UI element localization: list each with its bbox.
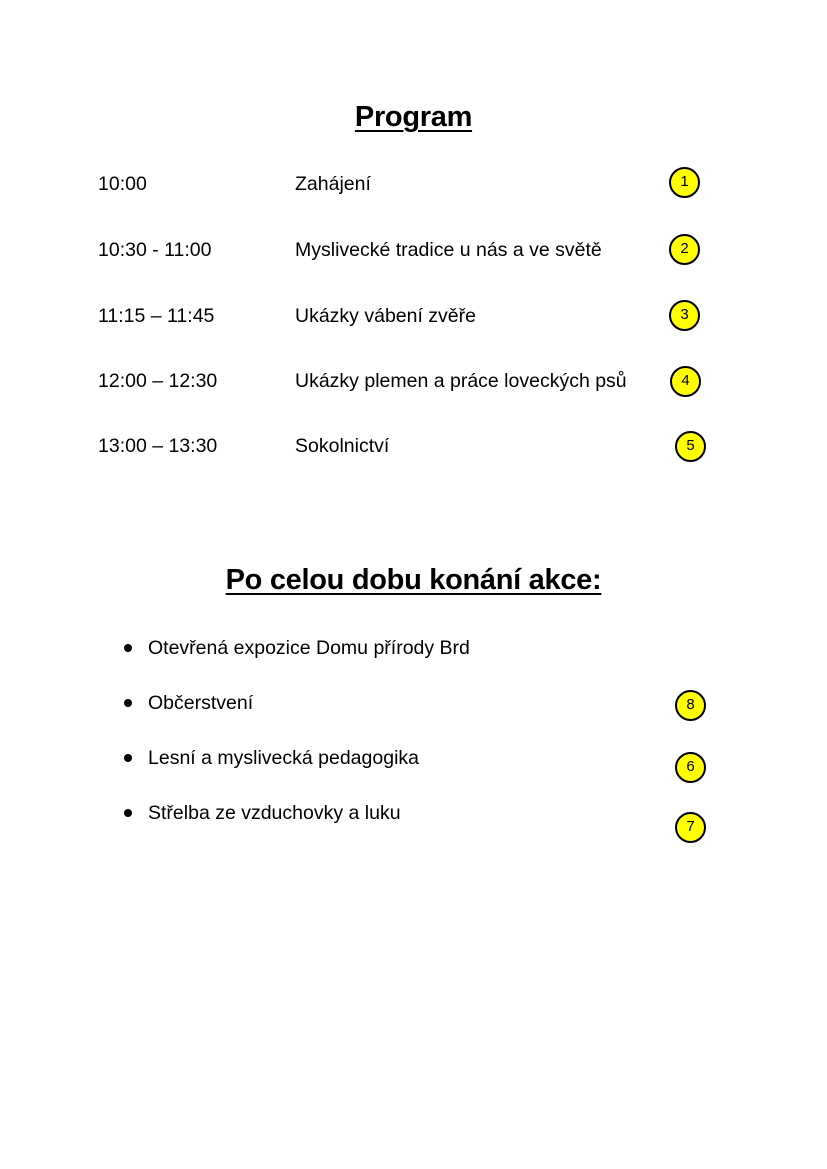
bullet-icon bbox=[124, 754, 132, 762]
bullet-icon bbox=[124, 699, 132, 707]
schedule-time: 13:00 – 13:30 bbox=[98, 435, 218, 457]
schedule-event: Sokolnictví bbox=[295, 435, 390, 457]
number-badge: 1 bbox=[669, 167, 700, 198]
schedule-time: 10:00 bbox=[98, 173, 147, 195]
number-badge: 6 bbox=[675, 752, 706, 783]
number-badge: 2 bbox=[669, 234, 700, 265]
schedule-event: Ukázky plemen a práce loveckých psů bbox=[295, 370, 627, 392]
schedule-time: 10:30 - 11:00 bbox=[98, 239, 212, 261]
schedule-row bbox=[0, 301, 827, 331]
number-badge: 8 bbox=[675, 690, 706, 721]
bullet-icon bbox=[124, 644, 132, 652]
list-item bbox=[0, 633, 827, 663]
number-badge: 4 bbox=[670, 366, 701, 397]
schedule-row bbox=[0, 366, 827, 396]
schedule-event: Myslivecké tradice u nás a ve světě bbox=[295, 239, 602, 261]
schedule-time: 12:00 – 12:30 bbox=[98, 370, 218, 392]
schedule-event: Zahájení bbox=[295, 173, 371, 195]
number-badge: 3 bbox=[669, 300, 700, 331]
list-item-label: Střelba ze vzduchovky a luku bbox=[148, 802, 401, 824]
schedule-row bbox=[0, 169, 827, 199]
all-day-heading: Po celou dobu konání akce: bbox=[225, 564, 602, 596]
schedule-row bbox=[0, 235, 827, 265]
schedule-event: Ukázky vábení zvěře bbox=[295, 305, 476, 327]
number-badge: 7 bbox=[675, 812, 706, 843]
list-item-label: Lesní a myslivecká pedagogika bbox=[148, 747, 419, 769]
list-item-label: Otevřená expozice Domu přírody Brd bbox=[148, 637, 470, 659]
program-heading: Program bbox=[354, 101, 473, 133]
list-item-label: Občerstvení bbox=[148, 692, 254, 714]
bullet-icon bbox=[124, 809, 132, 817]
schedule-time: 11:15 – 11:45 bbox=[98, 305, 215, 327]
number-badge: 5 bbox=[675, 431, 706, 462]
